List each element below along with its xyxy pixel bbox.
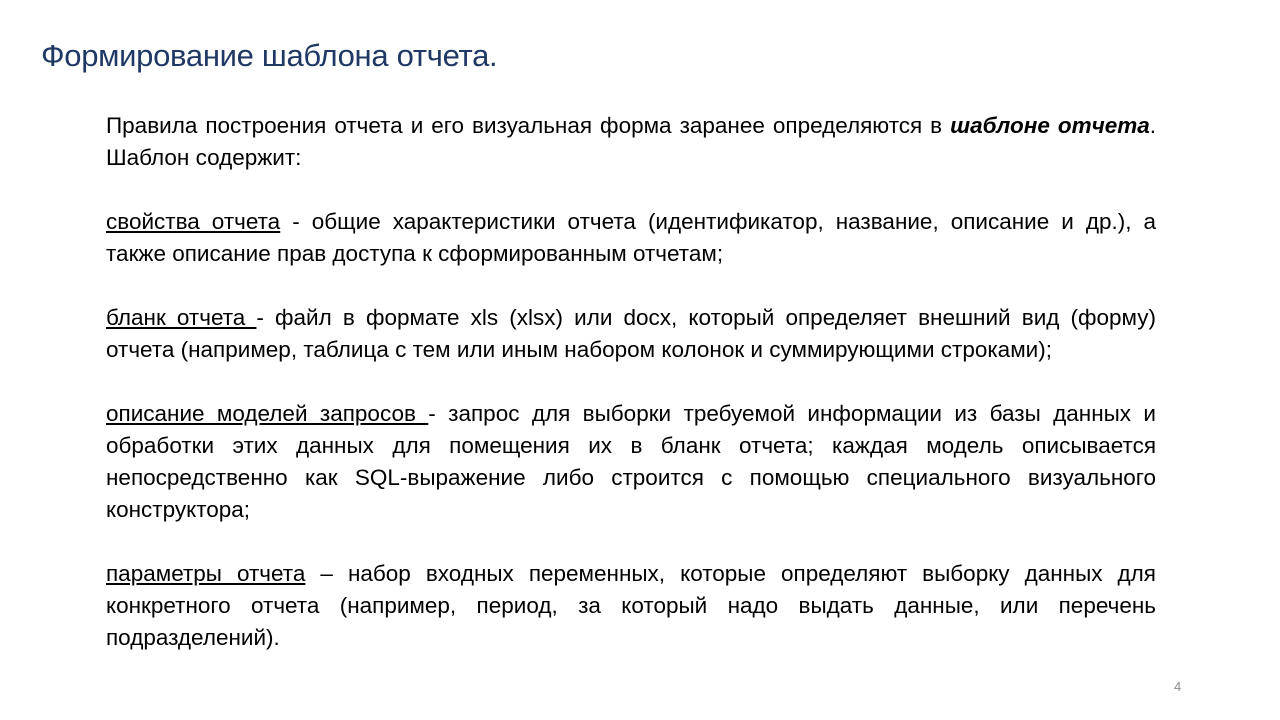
slide-title: Формирование шаблона отчета.: [41, 38, 498, 73]
desc-query-models: - запрос для выборки требуемой информации из базы данных и обработки этих данных для помещения их в бланк отчета; каждая модель описывается непосредственно как SQL-выражение либо строится с помощью специального визуального конструктора;: [106, 401, 1156, 522]
page-number: 4: [1174, 679, 1182, 694]
item-report-parameters: [106, 558, 1156, 654]
desc-report-properties: - общие характеристики отчета (идентификатор, название, описание и др.), а также описание прав доступа к сформированным отчетам;: [106, 209, 1156, 266]
item-report-form: [106, 302, 1156, 366]
desc-report-parameters: – набор входных переменных, которые определяют выборку данных для конкретного отчета (например, период, за который надо выдать данные, или перечень подразделений).: [106, 561, 1156, 650]
term-report-form: бланк отчета: [106, 305, 257, 330]
intro-text: Правила построения отчета и его визуальная форма заранее определяются в: [106, 113, 951, 138]
term-report-parameters: параметры отчета: [106, 561, 306, 586]
intro-emphasis: шаблоне отчета: [950, 113, 1150, 138]
desc-report-form: - файл в формате xls (xlsx) или docx, который определяет внешний вид (форму) отчета (например, таблица с тем или иным набором колонок и суммирующими строками);: [106, 305, 1157, 362]
item-query-models: [106, 398, 1156, 526]
term-report-properties: свойства отчета: [106, 209, 281, 234]
item-report-properties: [106, 206, 1156, 270]
term-query-models: описание моделей запросов: [106, 401, 429, 426]
slide-body: [106, 110, 1156, 654]
intro-paragraph: [106, 110, 1156, 174]
intro-text-end: . Шаблон содержит:: [106, 113, 1156, 170]
